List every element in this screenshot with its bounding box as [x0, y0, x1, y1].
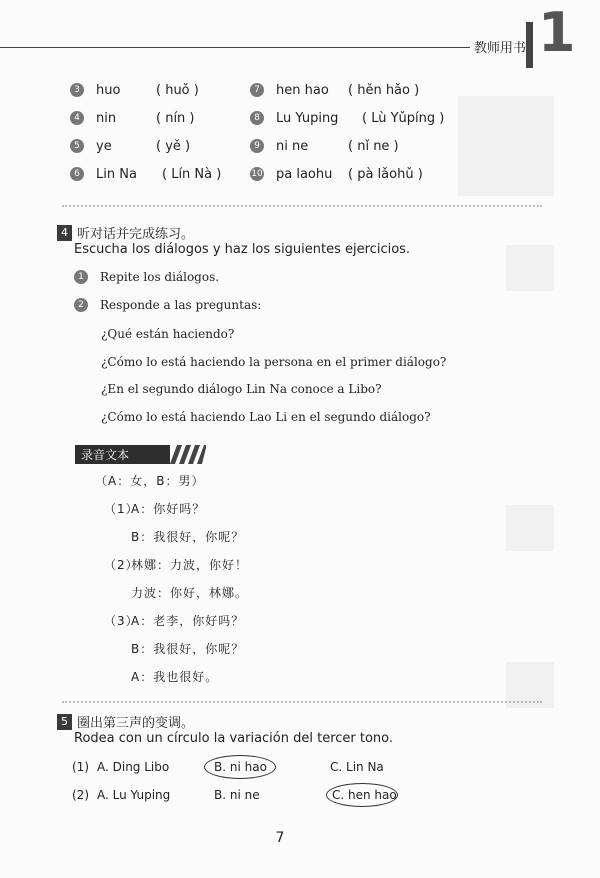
item-text: Repite los diálogos. — [100, 270, 220, 284]
exercise-item — [74, 298, 261, 312]
item-number-badge: 2 — [74, 298, 88, 312]
pinyin-tone: ( nín ) — [156, 110, 195, 126]
dialogue-line: A：老李，你好吗？ — [131, 614, 245, 628]
dialogue-line: A：我也很好。 — [131, 670, 219, 684]
pinyin-word: ni ne — [276, 138, 309, 154]
pinyin-tone: ( Lín Nà ) — [162, 166, 222, 182]
option-a: A. Ding Libo — [97, 760, 170, 774]
item-number-badge: 7 — [250, 83, 264, 97]
pinyin-word: nin — [96, 110, 117, 126]
item-number-badge: 9 — [250, 139, 264, 153]
pinyin-item — [70, 164, 221, 184]
item-number-badge: 6 — [70, 167, 84, 181]
pinyin-word: ye — [96, 138, 112, 154]
dialogue-line: B：我很好，你呢？ — [131, 642, 245, 656]
option-c: C. hen hao — [332, 788, 397, 802]
bleed-through-decoration — [506, 245, 554, 291]
pinyin-word: huo — [96, 82, 121, 98]
exercise-subtitle: Escucha los diálogos y haz los siguientes ejercicios. — [74, 242, 411, 257]
option-b: B. ni hao — [214, 760, 267, 774]
pinyin-word: Lu Yuping — [276, 110, 339, 126]
pinyin-tone: ( nǐ ne ) — [348, 138, 399, 154]
exercise-title: 圈出第三声的变调。 — [77, 716, 195, 731]
exercise-title: 听对话并完成练习。 — [77, 227, 195, 242]
option-c: C. Lin Na — [330, 760, 384, 774]
question-line: ¿Qué están haciendo? — [101, 327, 235, 341]
pinyin-tone: ( Lù Yǔpíng ) — [362, 110, 445, 126]
answer-circle — [204, 755, 276, 779]
dialogue-line: 林娜：力波，你好！ — [131, 558, 249, 572]
header-rule — [0, 47, 470, 48]
banner-stripes — [170, 445, 206, 464]
option-b: B. ni ne — [214, 788, 260, 802]
item-number-badge: 8 — [250, 111, 264, 125]
exercise-5-heading — [57, 712, 194, 731]
item-number-badge: 1 — [74, 270, 88, 284]
exercise-item — [74, 270, 219, 284]
dotted-divider — [62, 701, 542, 703]
pinyin-word: hen hao — [276, 82, 329, 98]
row-number: (1) — [72, 760, 89, 774]
pinyin-item — [70, 80, 199, 100]
item-number-badge: 10 — [251, 169, 263, 179]
answer-circle — [326, 783, 398, 807]
header-bar — [526, 22, 533, 68]
pinyin-word: pa laohu — [276, 166, 333, 182]
question-line: ¿En el segundo diálogo Lin Na conoce a Libo? — [101, 382, 382, 396]
dialogue-number: （2） — [104, 558, 139, 572]
row-number: (2) — [72, 788, 89, 802]
pinyin-item — [250, 80, 419, 100]
page-number: 7 — [275, 830, 285, 846]
pinyin-word: Lin Na — [96, 166, 137, 182]
pinyin-item — [70, 108, 195, 128]
question-line: ¿Cómo lo está haciendo Lao Li en el segundo diálogo? — [101, 410, 431, 424]
exercise-4-heading — [57, 223, 194, 242]
dialogue-line: B：我很好，你呢？ — [131, 530, 245, 544]
bleed-through-decoration — [506, 505, 554, 551]
transcript-banner: 录音文本 — [75, 445, 170, 464]
pinyin-tone: ( huǒ ) — [156, 82, 199, 98]
pinyin-item — [70, 136, 190, 156]
dialogue-line: A：你好吗？ — [131, 502, 206, 516]
item-text: Responde a las preguntas: — [100, 298, 262, 312]
pinyin-tone: ( hěn hǎo ) — [348, 82, 420, 98]
option-a: A. Lu Yuping — [97, 788, 171, 802]
exercise-number: 5 — [57, 714, 72, 730]
pinyin-item — [250, 136, 399, 156]
pinyin-item — [250, 108, 444, 128]
unit-number: 1 — [538, 1, 576, 64]
pinyin-tone: ( pà lǎohǔ ) — [348, 166, 423, 182]
speaker-legend: （A：女，B：男） — [95, 474, 205, 488]
header-title: 教师用书 — [474, 41, 527, 56]
item-number-badge: 5 — [70, 139, 84, 153]
item-number-badge: 4 — [70, 111, 84, 125]
pinyin-tone: ( yě ) — [156, 138, 191, 154]
question-line: ¿Cómo lo está haciendo la persona en el primer diálogo? — [101, 355, 447, 369]
dialogue-number: （1） — [104, 502, 139, 516]
dialogue-number: （3） — [104, 614, 139, 628]
pinyin-item — [250, 164, 423, 184]
exercise-number: 4 — [57, 225, 72, 241]
bleed-through-decoration — [458, 96, 554, 196]
exercise-subtitle: Rodea con un círculo la variación del tercer tono. — [74, 731, 394, 746]
dotted-divider — [62, 205, 542, 207]
dialogue-line: 力波：你好，林娜。 — [131, 586, 249, 600]
item-number-badge: 3 — [70, 83, 84, 97]
